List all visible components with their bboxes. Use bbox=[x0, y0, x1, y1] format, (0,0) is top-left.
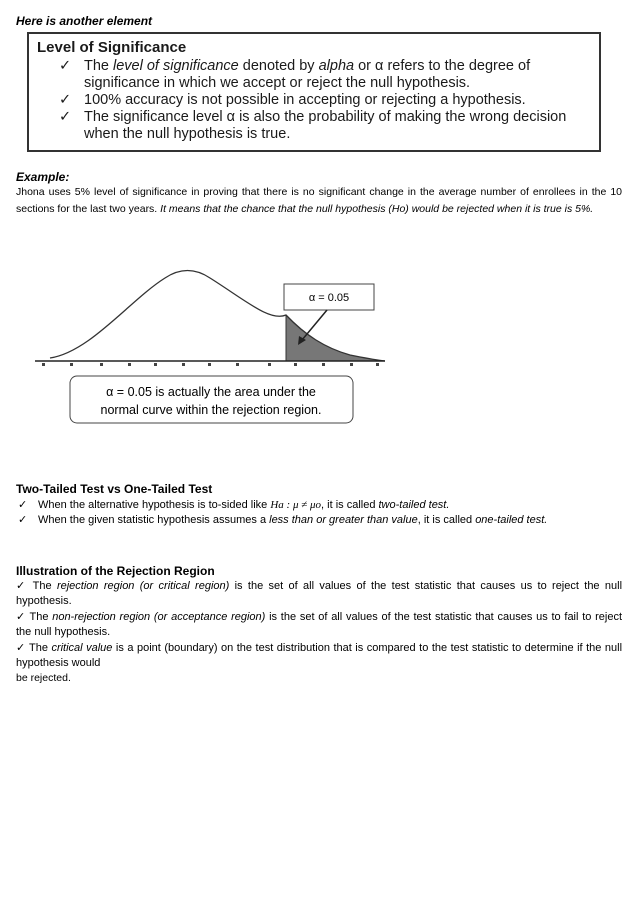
tails-text: When the alternative hypothesis is to-sided like bbox=[38, 499, 271, 511]
check-icon: ✓ bbox=[18, 514, 28, 526]
significance-box bbox=[27, 32, 601, 152]
tails-section bbox=[16, 482, 547, 528]
rejection-title: Illustration of the Rejection Region bbox=[16, 564, 215, 578]
caption-line-2: normal curve within the rejection region. bbox=[100, 403, 322, 417]
alpha-label: α = 0.05 bbox=[308, 292, 350, 304]
rejection-text: is the set of all values of the test statistic that causes us to fail to reject the null hypothesis. bbox=[16, 611, 623, 638]
rejection-emphasis: non-rejection region (or acceptance region) bbox=[52, 611, 266, 623]
check-icon: ✓ bbox=[59, 109, 72, 125]
tails-title: Two-Tailed Test vs One-Tailed Test bbox=[16, 482, 213, 496]
item-text: denoted by bbox=[238, 58, 319, 74]
rejection-text: The bbox=[32, 580, 57, 592]
example-paragraph bbox=[16, 184, 622, 218]
rejection-tail: be rejected. bbox=[16, 672, 71, 684]
rejection-emphasis: rejection region (or critical region) bbox=[56, 580, 230, 592]
tails-item bbox=[16, 513, 547, 528]
check-icon: ✓ bbox=[59, 92, 72, 108]
item-text: The bbox=[84, 58, 114, 74]
check-icon: ✓ bbox=[18, 499, 28, 511]
normal-curve-figure bbox=[30, 240, 410, 430]
significance-item bbox=[37, 109, 599, 143]
check-icon: ✓ bbox=[59, 58, 72, 74]
example-label: Example: bbox=[16, 170, 70, 184]
rejection-text: The bbox=[29, 611, 53, 623]
rejection-paragraph bbox=[16, 641, 622, 671]
check-icon: ✓ bbox=[16, 611, 26, 623]
item-emphasis: level of significance bbox=[113, 58, 239, 74]
example-italic-text: It means that the chance that the null hypothesis (Ho) would be rejected when it is true is 5%. bbox=[160, 203, 594, 215]
caption-line-1: α = 0.05 is actually the area under the bbox=[106, 385, 316, 399]
tails-emphasis: less than or greater than value bbox=[269, 514, 418, 526]
intro-heading: Here is another element bbox=[16, 14, 153, 28]
tails-text: , it is called bbox=[417, 514, 476, 526]
tails-math: Ha : μ ≠ μo bbox=[270, 499, 322, 511]
item-text: or α refers to the degree of significance in which we accept or reject the null hypothesis. bbox=[84, 58, 531, 91]
tails-text: When the given statistic hypothesis assumes a bbox=[38, 514, 270, 526]
significance-item bbox=[37, 58, 599, 92]
axis-ticks bbox=[42, 363, 379, 366]
example-text: Jhona uses 5% level of significance in proving that there is no significant change in the average number of enrollees in the 10 sections for the last two years. bbox=[16, 186, 622, 215]
rejection-section bbox=[16, 564, 622, 686]
rejection-paragraph bbox=[16, 579, 622, 609]
tails-item bbox=[16, 498, 547, 513]
significance-box-title: Level of Significance bbox=[37, 39, 187, 56]
rejection-text: is a point (boundary) on the test distribution that is compared to the test statistic to determine if the null hypothesis would bbox=[16, 642, 623, 669]
check-icon: ✓ bbox=[16, 580, 28, 592]
tails-emphasis: two-tailed test. bbox=[378, 499, 450, 511]
rejection-emphasis: critical value bbox=[51, 642, 113, 654]
pointer-arrow bbox=[302, 310, 327, 340]
item-text: The significance level α is also the probability of making the wrong decision when the null hypothesis is true. bbox=[84, 109, 567, 142]
check-icon: ✓ bbox=[16, 642, 26, 654]
rejection-text: is the set of all values of the test statistic that causes us to reject the null hypothesis. bbox=[16, 580, 623, 607]
item-text: 100% accuracy is not possible in accepting or rejecting a hypothesis. bbox=[84, 92, 526, 108]
rejection-paragraph bbox=[16, 610, 622, 640]
tails-emphasis: one-tailed test. bbox=[475, 514, 548, 526]
significance-item bbox=[37, 92, 599, 109]
rejection-text: The bbox=[28, 642, 52, 654]
item-emphasis: alpha bbox=[318, 58, 355, 74]
tails-text: , it is called bbox=[321, 499, 379, 511]
